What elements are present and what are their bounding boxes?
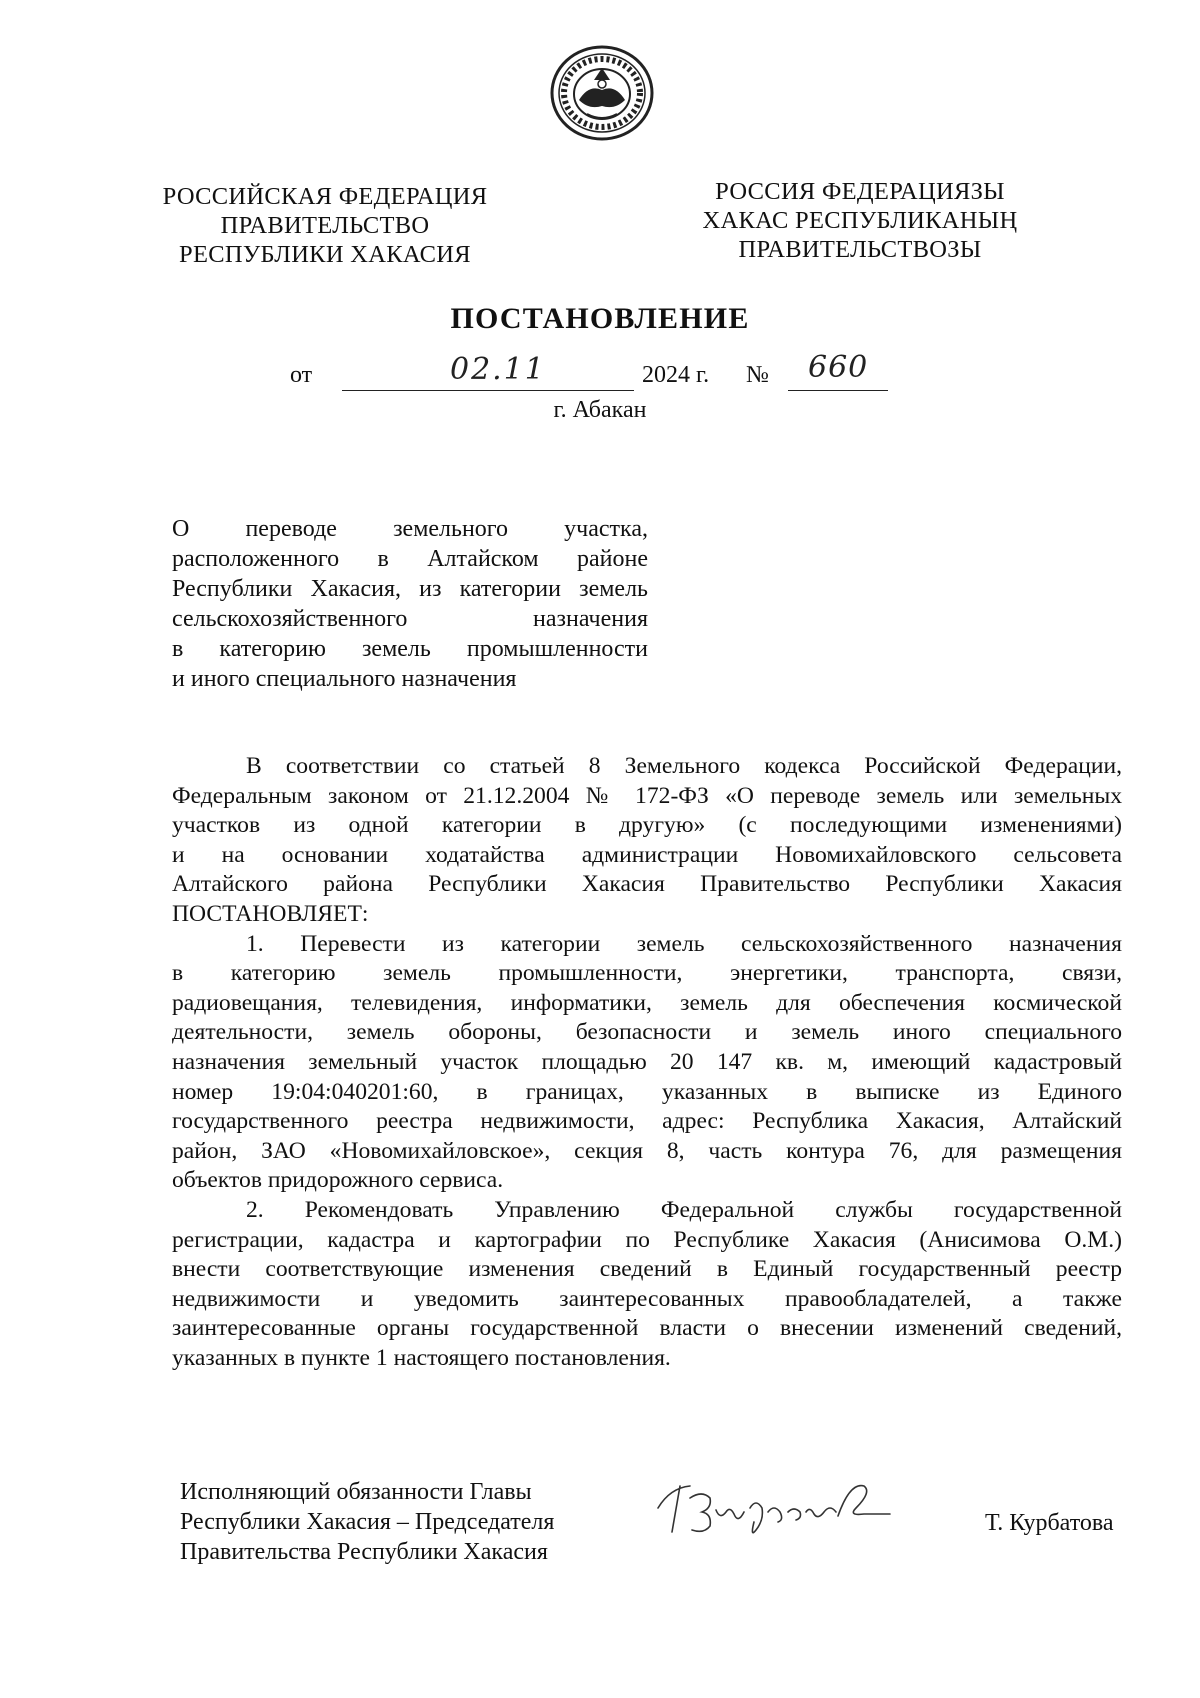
coat-of-arms-icon <box>549 44 655 142</box>
header-left-line-2: ПРАВИТЕЛЬСТВО <box>220 212 430 239</box>
body-line: ПОСТАНОВЛЯЕТ: <box>172 900 369 927</box>
date-line <box>290 350 930 402</box>
signer-line: Исполняющий обязанности Главы <box>180 1479 532 1505</box>
handwritten-date: 02.11 <box>450 352 546 387</box>
subject-line: в категорию земель промышленности <box>172 636 648 662</box>
document-title: ПОСТАНОВЛЕНИЕ <box>450 302 750 335</box>
handwritten-number: 660 <box>808 350 869 385</box>
body-line: Алтайского района Республики Хакасия Правительство Республики Хакасия <box>172 871 1122 898</box>
number-sign: № <box>746 362 769 388</box>
date-year: 2024 г. <box>642 362 710 388</box>
signer-line: Правительства Республики Хакасия <box>180 1539 548 1565</box>
body-line: объектов придорожного сервиса. <box>172 1167 504 1194</box>
header-left <box>160 182 490 269</box>
body-line: указанных в пункте 1 настоящего постановления. <box>172 1344 671 1371</box>
body-line: 2. Рекомендовать Управлению Федеральной службы государственной <box>246 1196 1122 1223</box>
body-line: деятельности, земель обороны, безопасности и земель иного специального <box>172 1019 1122 1046</box>
body-line: и на основании ходатайства администрации Новомихайловского сельсовета <box>172 841 1122 868</box>
date-prefix: от <box>290 362 313 388</box>
signer-title <box>180 1477 620 1567</box>
header-left-line-1: РОССИЙСКАЯ ФЕДЕРАЦИЯ <box>162 183 488 210</box>
subject-line: расположенного в Алтайском районе <box>172 546 648 572</box>
body-line: 1. Перевести из категории земель сельскохозяйственного назначения <box>246 930 1122 957</box>
body-line: Федеральным законом от 21.12.2004 № 172-ФЗ «О переводе земель или земельных <box>172 782 1122 809</box>
body-line: государственного реестра недвижимости, адрес: Республика Хакасия, Алтайский <box>172 1108 1122 1135</box>
subject-line: О переводе земельного участка, <box>172 516 648 542</box>
body-line: участков из одной категории в другую» (с последующими изменениями) <box>172 812 1122 839</box>
subject-line: и иного специального назначения <box>172 666 517 692</box>
body-line: регистрации, кадастра и картографии по Республике Хакасия (Анисимова О.М.) <box>172 1226 1122 1253</box>
signer-line: Республики Хакасия – Председателя <box>180 1509 555 1535</box>
header-right <box>690 177 1030 264</box>
signer-name: Т. Курбатова <box>985 1510 1114 1536</box>
header-right-line-1: РОССИЯ ФЕДЕРАЦИЯЗЫ <box>715 178 1005 205</box>
date-underline <box>342 390 634 391</box>
body-line: В соответствии со статьей 8 Земельного кодекса Российской Федерации, <box>246 753 1122 779</box>
body-line: недвижимости и уведомить заинтересованных правообладателей, а также <box>172 1285 1122 1312</box>
number-underline <box>788 390 888 391</box>
body-line: назначения земельный участок площадью 20 147 кв. м, имеющий кадастровый <box>172 1048 1122 1075</box>
header-left-line-3: РЕСПУБЛИКИ ХАКАСИЯ <box>179 241 471 268</box>
body-line: внести соответствующие изменения сведений в Единый государственный реестр <box>172 1256 1122 1283</box>
handwritten-signature-icon <box>650 1468 895 1548</box>
body-line: в категорию земель промышленности, энергетики, транспорта, связи, <box>172 960 1122 987</box>
body-line: радиовещания, телевидения, информатики, земель для обеспечения космической <box>172 989 1122 1016</box>
document-subject <box>172 514 648 694</box>
subject-line: сельскохозяйственного назначения <box>172 606 648 632</box>
header-right-line-2: ХАКАС РЕСПУБЛИКАНЫҢ <box>702 207 1018 234</box>
body-line: район, ЗАО «Новомихайловское», секция 8, часть контура 76, для размещения <box>172 1137 1122 1164</box>
city-name: г. Абакан <box>553 397 647 423</box>
body-line: заинтересованные органы государственной власти о внесении изменений сведений, <box>172 1315 1122 1342</box>
header-right-line-3: ПРАВИТЕЛЬСТВОЗЫ <box>738 236 982 263</box>
body-line: номер 19:04:040201:60, в границах, указанных в выписке из Единого <box>172 1078 1122 1105</box>
subject-line: Республики Хакасия, из категории земель <box>172 576 648 602</box>
document-body <box>172 752 1122 1373</box>
